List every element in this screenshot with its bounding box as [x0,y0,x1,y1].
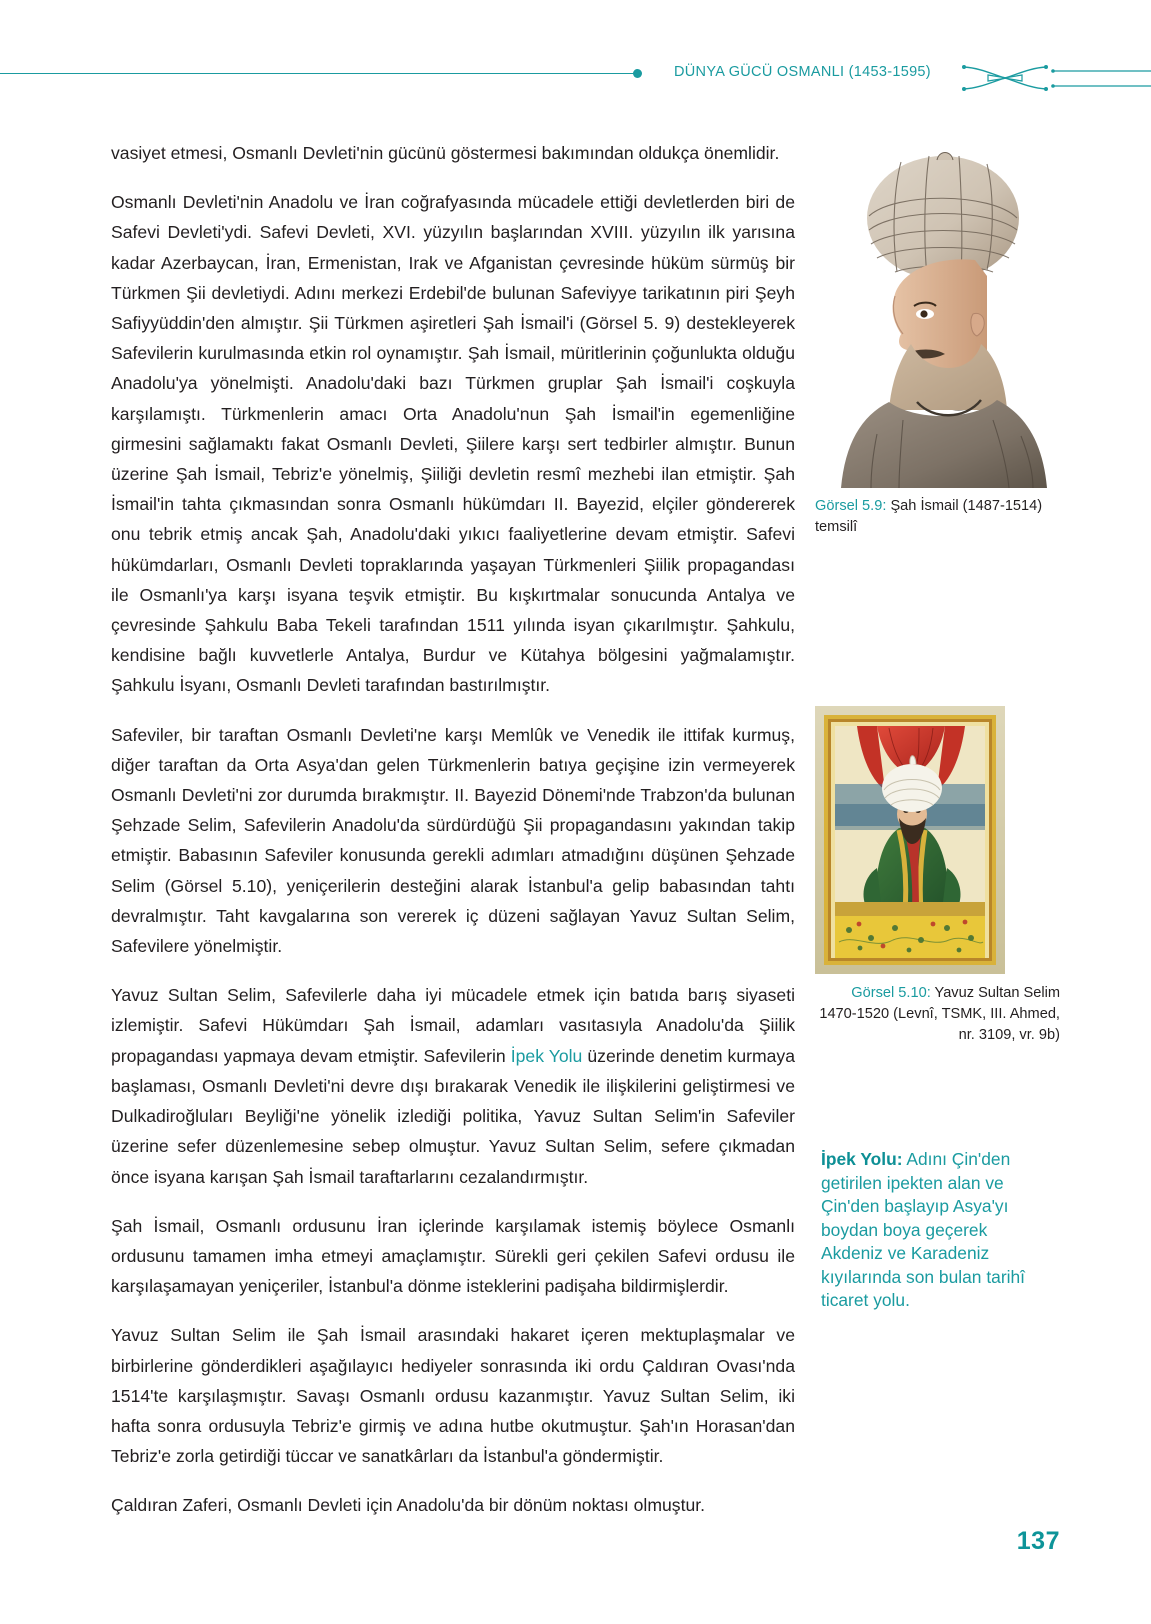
figure-yavuz-sultan-selim-miniature [815,706,1005,974]
paragraph: Yavuz Sultan Selim ile Şah İsmail arasındaki hakaret içeren mektuplaşmalar ve birbirlerine gönderdikleri aşağılayıcı hediyeler sonrasında iki ordu Çaldıran Ovası'nda 1514'te karşılaşmıştır. Savaşı Osmanlı ordusu kazanmıştır. Yavuz Sultan Selim, iki hafta sonra ordusuyla Tebriz'e girmiş ve adına hutbe okutmuştur. Şah'ın Horasan'dan Tebriz'e zorla getirdiği tüccar ve sanatkârları da İstanbul'a göndermiştir. [111,1325,795,1467]
paragraph-text-before: Yavuz Sultan Selim, Safevilerle daha iyi mücadele etmek için batıda barış siyaseti izlemiştir. Safevi Hükümdarı Şah İsmail, adamları vasıtasıyla Anadolu'da Şiilik propagandası yapmaya devam etmiştir. Safevilerin [111,985,795,1066]
figure1-label: Görsel 5.9: [815,498,887,514]
header-rule [0,73,636,74]
definition-term: İpek Yolu: [821,1149,903,1169]
paragraph: Çaldıran Zaferi, Osmanlı Devleti için Anadolu'da bir dönüm noktası olmuştur. [111,1495,706,1516]
page-header [0,58,1151,98]
figure1-caption-text: Şah İsmail (1487-1514) temsilî [815,498,1043,535]
definition-box-ipek-yolu [821,1148,1036,1313]
paragraph-with-term [111,980,795,1191]
paragraph-text-after: üzerinde denetim kurmaya başlaması, Osmanlı Devleti'ni devre dışı bırakarak Venedik ile ilişkilerini geliştirmesi ve Dulkadiroğluları Beyliği'ne yönelik izlediği politika, Yavuz Sultan Selim'in Safeviler üzerine sefer düzenlemesine sebep olmuştur. Yavuz Sultan Selim, sefere çıkmadan önce isyana karışan Şah İsmail taraftarlarını cezalandırmıştır. [111,1045,795,1187]
figure-sah-ismail-illustration [825,148,1055,488]
page-number: 137 [1016,1527,1060,1555]
figure2-caption-text: Yavuz Sultan Selim 1470-1520 (Levnî, TSMK, III. Ahmed, nr. 3109, vr. 9b) [819,985,1060,1043]
term-ipek-yolu: İpek Yolu [510,1045,583,1066]
figure2-label: Görsel 5.10: [851,985,931,1001]
definition-text: Adını Çin'den getirilen ipekten alan ve Çin'den başlayıp Asya'yı boydan boya geçerek Akdeniz ve Karadeniz kıyılarında son bulan tarihî ticaret yolu. [821,1149,1025,1310]
paragraph: Safeviler, bir taraftan Osmanlı Devleti'ne karşı Memlûk ve Venedik ile ittifak kurmuş, diğer taraftan da Orta Asya'dan gelen Türkmenlerin batıya geçişine izin vermeyerek Osmanlı Devleti'ni zor durumda bırakmıştır. II. Bayezid Dönemi'nde Trabzon'da bulunan Şehzade Selim, Safevilerin Anadolu'da sürdürdüğü Şii propagandasını yakından takip etmiştir. Babasının Safeviler konusunda gerekli adımları atmadığını düşünen Şehzade Selim (Görsel 5.10), yeniçerilerin desteğini alarak İstanbul'a gelip babasından tahtı devralmıştır. Taht kavgalarına son vererek iç düzeni sağlayan Yavuz Sultan Selim, Safevilere yönelmiştir. [111,724,795,957]
header-dot-icon [633,69,642,78]
figure2-caption [815,983,1060,1046]
paragraph: vasiyet etmesi, Osmanlı Devleti'nin gücünü göstermesi bakımından oldukça önemlidir. [111,143,780,163]
figure1-caption [815,496,1060,538]
main-text-column [111,138,795,1521]
paragraph: Osmanlı Devleti'nin Anadolu ve İran coğrafyasında mücadele ettiği devletlerden biri de Safevi Devleti'ydi. Safevi Devleti, XVI. yüzyılın başlarından XVIII. yüzyılın ilk yarısına kadar Azerbaycan, İran, Ermenistan, Irak ve Afganistan çevresinde hüküm sürmüş bir Türkmen Şii devletiydi. Adını merkezi Erdebil'de bulunan Safeviyye tarikatının piri Şeyh Safiyyüddin'den almıştır. Şii Türkmen aşiretleri Şah İsmail'i (Görsel 5. 9) destekleyerek Safevilerin kurulmasında etkin rol oynamıştır. Şah İsmail, müritlerinin çoğunlukta olduğu Anadolu'ya yönelmişti. Anadolu'daki bazı Türkmen gruplar Şah İsmail'i coşkuyla karşılamıştı. Türkmenlerin amacı Orta Anadolu'nun Şah İsmail'in egemenliğine girmesini sağlamaktı fakat Osmanlı Devleti, Şiilere karşı sert tedbirler almıştır. Bunun üzerine Şah İsmail, Tebriz'e yönelmiş, Şiiliği devletin resmî mezhebi ilan etmiştir. Şah İsmail'in tahta çıkmasından sonra Osmanlı hükümdarı II. Bayezid, elçiler göndererek onu tebrik etmiş ancak Şah, Anadolu'daki yıkıcı faaliyetlerine devam etmiştir. Safevi hükümdarları, Osmanlı Devleti topraklarında yaşayan Türkmenleri Şiilik propagandası ile Osmanlı'ya karşı isyana teşvik etmiştir. Bu kışkırtmalar sonucunda Antalya ve çevresinde Şahkulu Baba Tekeli tarafından 1511 yılında isyan çıkarılmıştır. Şahkulu, kendisine bağlı kuvvetlerle Antalya, Burdur ve Kütahya bölgesini yağmalamıştır. Şahkulu İsyanı, Osmanlı Devleti tarafından bastırılmıştır. [111,192,795,696]
paragraph: Şah İsmail, Osmanlı ordusunu İran içlerinde karşılamak istemiş böylece Osmanlı ordusunu tamamen imha etmeyi amaçlamıştır. Sürekli geri çekilen Safevi ordusu ile karşılaşamayan yeniçeriler, İstanbul'a dönme isteklerini padişaha bildirmişlerdir. [111,1215,795,1297]
header-ornament-icon [960,58,1151,98]
header-title: DÜNYA GÜCÜ OSMANLI (1453-1595) [674,64,931,80]
